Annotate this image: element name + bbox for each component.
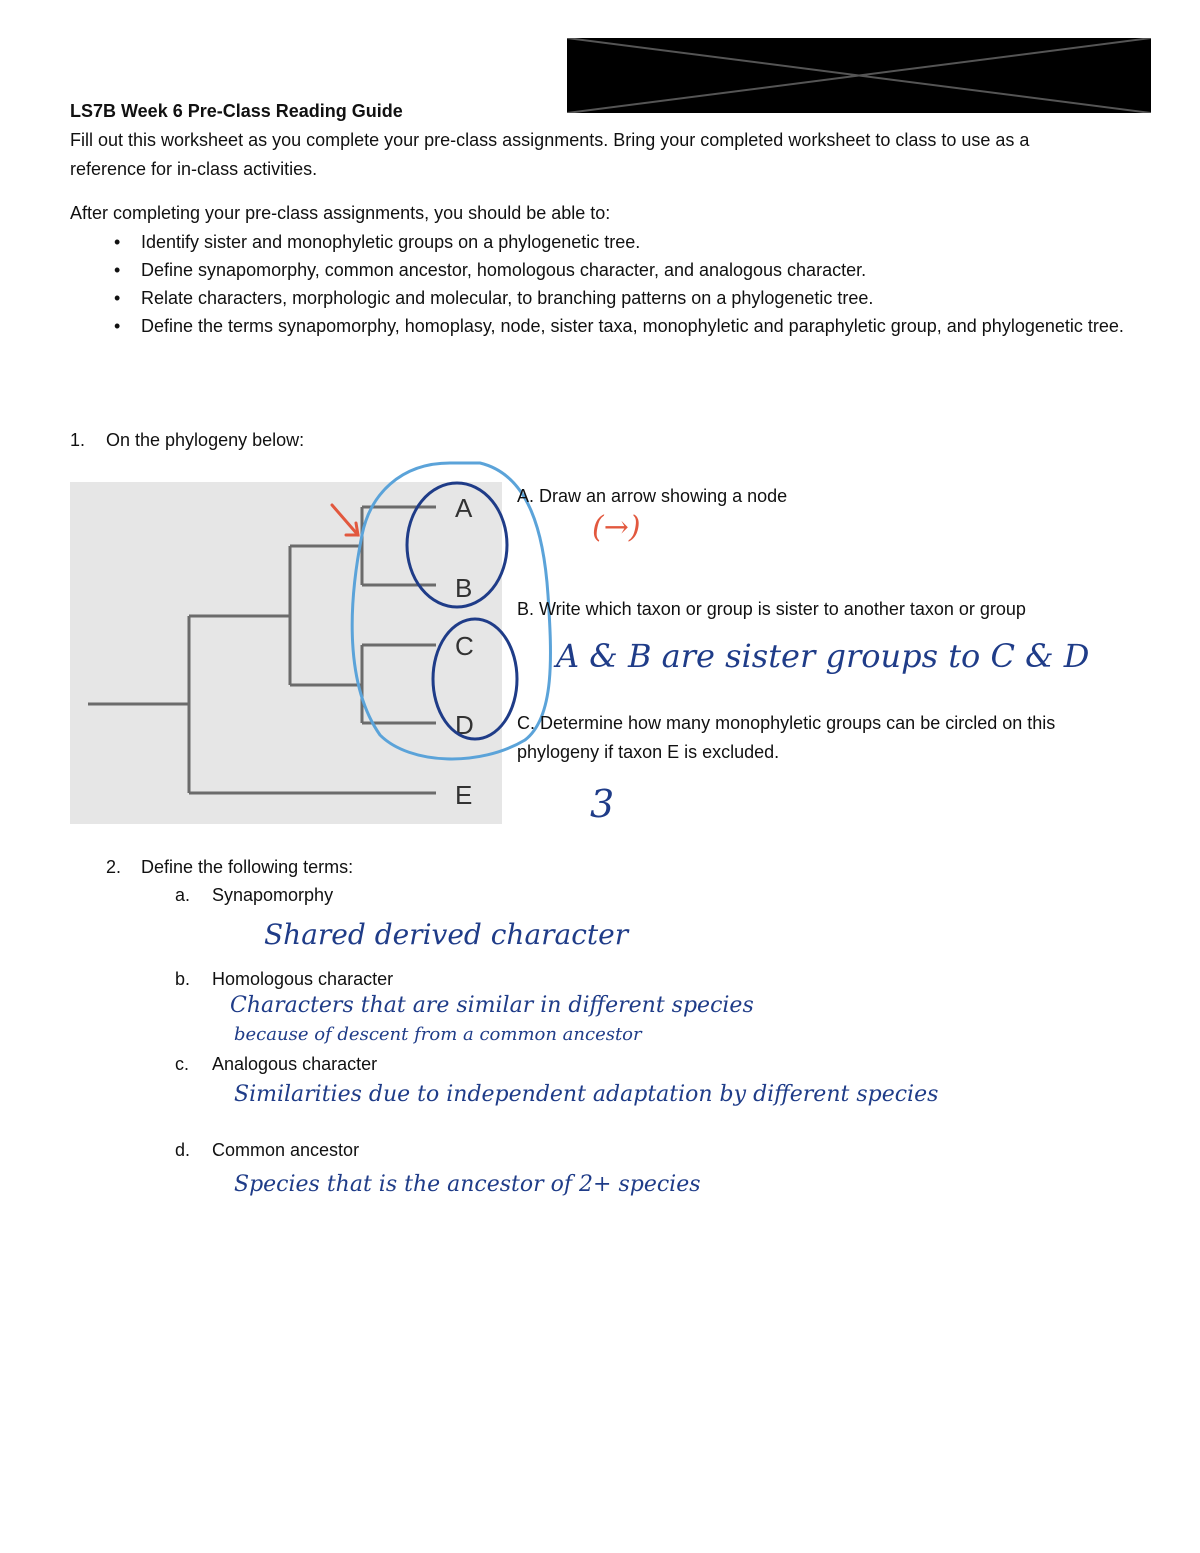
objective-item: • Relate characters, morphologic and molecular, to branching patterns on a phylogenetic tree. [70,284,1130,312]
question-2-prompt: Define the following terms: [141,857,354,877]
taxon-label-d: D [455,710,474,740]
answer-analogous: Similarities due to independent adaptation by different species [234,1082,939,1107]
taxon-label-e: E [455,780,473,810]
question-1-part-a: A. Draw an arrow showing a node [517,486,788,506]
answer-part-b: A & B are sister groups to C & D [556,637,1090,675]
term-name-synapomorphy: Synapomorphy [212,885,334,905]
term-name-common-ancestor: Common ancestor [212,1140,360,1160]
objective-item: • Define synapomorphy, common ancestor, homologous character, and analogous character. [70,256,1130,284]
term-letter: d. [175,1140,191,1160]
answer-homologous-line-1: Characters that are similar in different species [230,993,754,1018]
question-1-prompt: On the phylogeny below: [106,430,305,450]
redacted-block [567,38,1151,113]
objectives-list [70,228,1130,340]
objective-item: • Define the terms synapomorphy, homoplasy, node, sister taxa, monophyletic and paraphyletic group, and phylogenetic tree. [70,312,1130,340]
circle-outline-cd [433,619,517,739]
redaction-x-mark [567,38,1151,113]
objectives-lead: After completing your pre-class assignments, you should be able to: [70,203,611,223]
answer-part-c: 3 [590,782,615,826]
answer-synapomorphy: Shared derived character [264,918,629,951]
term-letter: c. [175,1054,190,1074]
term-letter: a. [175,885,191,905]
question-1-number: 1. [70,430,86,450]
question-1-part-b: B. Write which taxon or group is sister to another taxon or group [517,599,1026,619]
intro-text-line-2: reference for in-class activities. [70,159,318,179]
objective-item: • Identify sister and monophyletic groups on a phylogenetic tree. [70,228,1130,256]
question-1-part-c-line-1: C. Determine how many monophyletic groups can be circled on this [517,713,1056,733]
intro-text-line-1: Fill out this worksheet as you complete your pre-class assignments. Bring your completed worksheet to class to use as a [70,130,1030,150]
question-1-part-c-line-2: phylogeny if taxon E is excluded. [517,742,780,762]
page-title: LS7B Week 6 Pre-Class Reading Guide [70,101,403,121]
taxon-label-a: A [455,493,473,523]
circle-outline-ab [407,483,507,607]
question-2-number: 2. [106,857,122,877]
taxon-label-b: B [455,573,473,603]
answer-part-a: (→) [592,510,641,545]
taxon-label-c: C [455,631,474,661]
answer-homologous-line-2: because of descent from a common ancestor [234,1024,642,1045]
term-letter: b. [175,969,191,989]
term-name-homologous: Homologous character [212,969,394,989]
term-name-analogous: Analogous character [212,1054,378,1074]
answer-common-ancestor: Species that is the ancestor of 2+ species [234,1172,701,1197]
node-arrow-icon [332,505,358,535]
